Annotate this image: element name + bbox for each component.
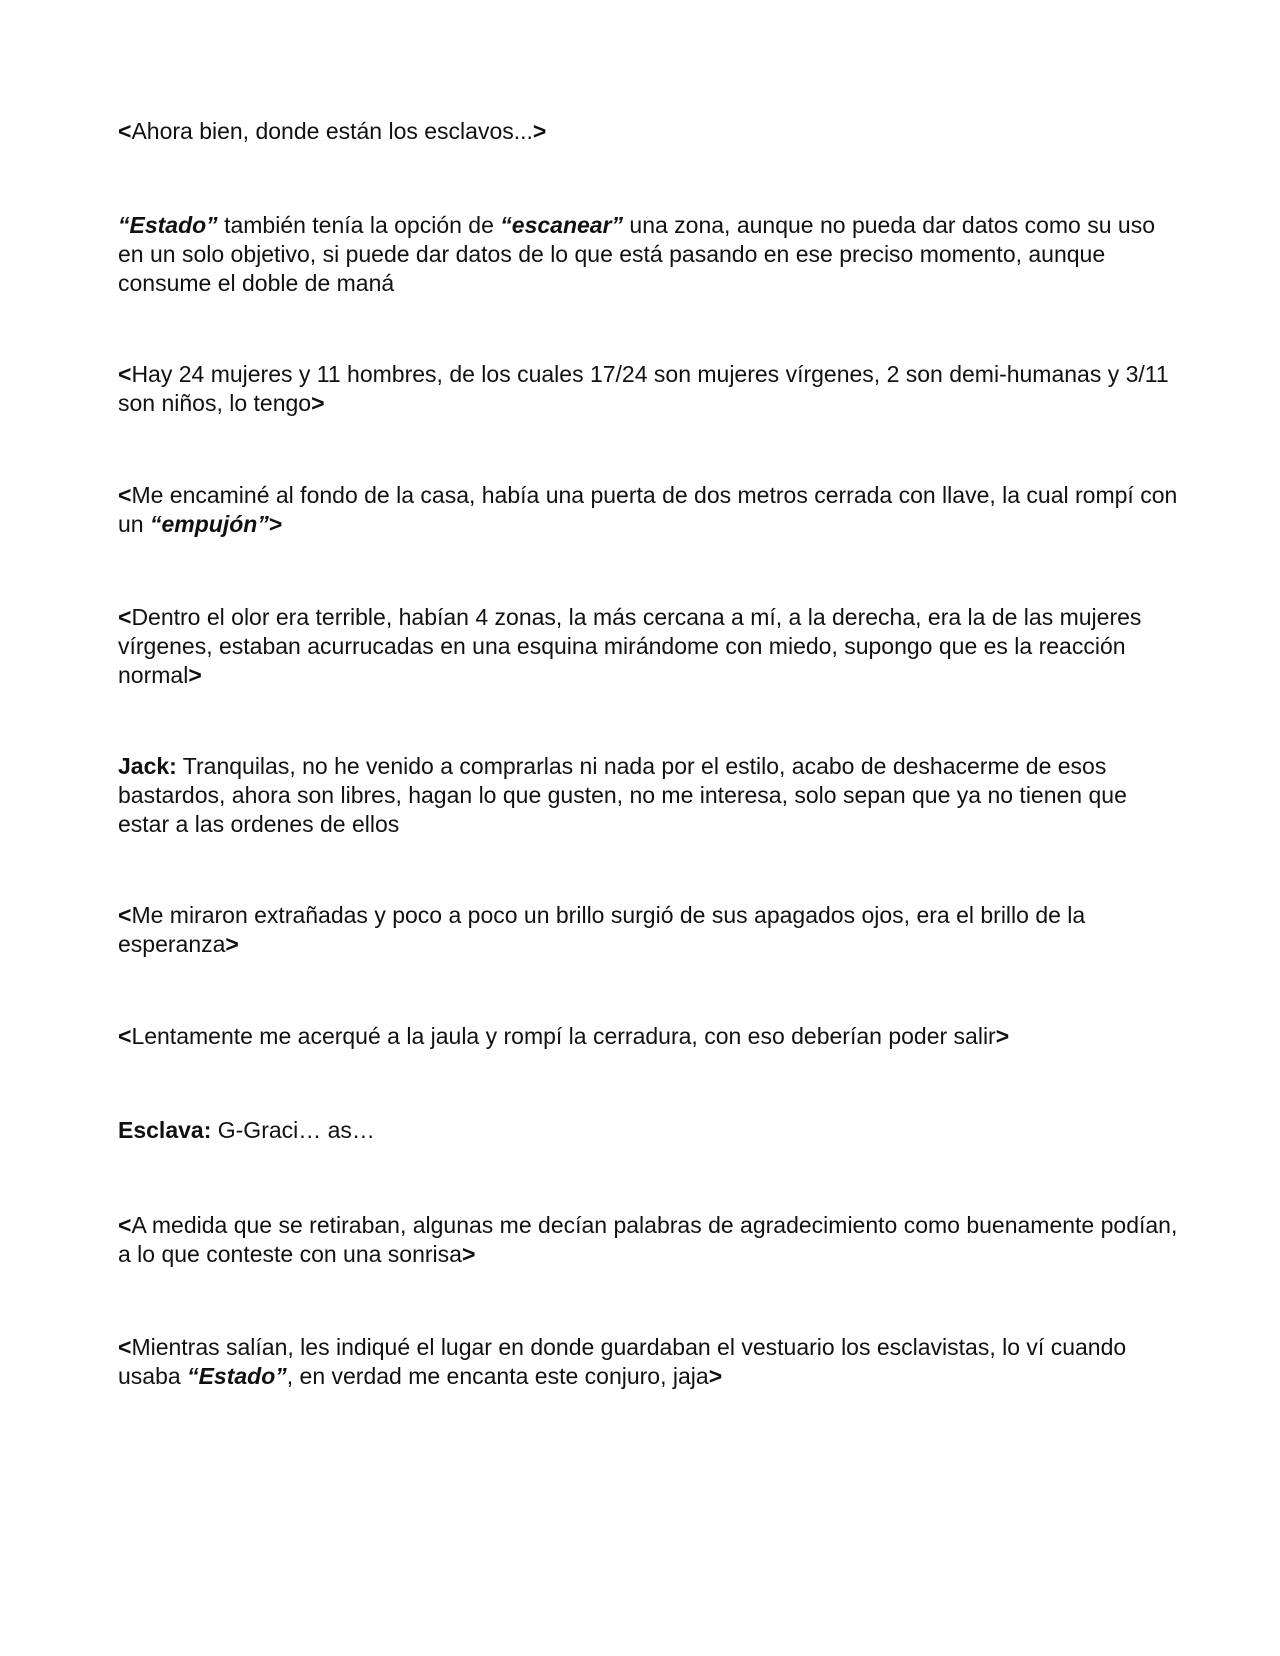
paragraph-10 bbox=[118, 1211, 1180, 1269]
term-estado: “Estado” bbox=[118, 212, 218, 238]
angle-close: > bbox=[311, 390, 325, 416]
paragraph-text: A medida que se retiraban, algunas me decían palabras de agradecimiento como buenamente podían, a lo que conteste con una sonrisa bbox=[118, 1212, 1178, 1267]
angle-open: < bbox=[118, 1334, 132, 1360]
angle-close: > bbox=[995, 1023, 1010, 1049]
speaker-jack: Jack: bbox=[118, 753, 177, 779]
paragraph-8 bbox=[118, 1022, 1180, 1051]
paragraph-5 bbox=[118, 603, 1180, 690]
angle-close: > bbox=[225, 931, 239, 957]
angle-close: > bbox=[532, 118, 547, 144]
paragraph-text: G-Graci… as… bbox=[211, 1117, 375, 1143]
angle-close: > bbox=[461, 1241, 476, 1267]
angle-open: < bbox=[118, 482, 132, 508]
speaker-esclava: Esclava: bbox=[118, 1117, 212, 1143]
paragraph-text: Lentamente me acerqué a la jaula y rompí la cerradura, con eso deberían poder salir bbox=[131, 1023, 996, 1049]
term-escanear: “escanear” bbox=[500, 212, 624, 238]
paragraph-text: también tenía la opción de bbox=[217, 212, 501, 238]
paragraph-1 bbox=[118, 117, 1180, 146]
angle-close: > bbox=[188, 662, 202, 688]
paragraph-2 bbox=[118, 211, 1180, 298]
paragraph-text: Tranquilas, no he venido a comprarlas ni nada por el estilo, acabo de deshacerme de esos bastardos, ahora son libres, hagan lo que gusten, no me interesa, solo sepan que ya no tienen que estar a las ordenes de ellos bbox=[118, 753, 1127, 837]
angle-open: < bbox=[118, 118, 132, 144]
paragraph-text: Dentro el olor era terrible, habían 4 zonas, la más cercana a mí, a la derecha, era la de las mujeres vírgenes, estaban acurrucadas en una esquina mirándome con miedo, supongo que es la reacción normal bbox=[118, 604, 1142, 688]
paragraph-4 bbox=[118, 481, 1180, 539]
paragraph-text: Hay 24 mujeres y 11 hombres, de los cuales 17/24 son mujeres vírgenes, 2 son demi-humanas y 3/11 son niños, lo tengo bbox=[118, 361, 1169, 416]
angle-close: > bbox=[268, 511, 283, 537]
angle-open: < bbox=[118, 1023, 132, 1049]
paragraph-7 bbox=[118, 901, 1180, 959]
paragraph-9 bbox=[118, 1116, 1180, 1145]
angle-open: < bbox=[118, 1212, 132, 1238]
term-empujon: “empujón” bbox=[149, 511, 269, 537]
paragraph-text: Mientras salían, les indiqué el lugar en donde guardaban el vestuario los esclavistas, lo ví cuando usaba bbox=[118, 1334, 1127, 1389]
angle-open: < bbox=[118, 902, 132, 928]
paragraph-text: Me encaminé al fondo de la casa, había una puerta de dos metros cerrada con llave, la cual rompí con un bbox=[118, 482, 1178, 537]
paragraph-3 bbox=[118, 360, 1180, 418]
angle-open: < bbox=[118, 604, 132, 630]
angle-open: < bbox=[118, 361, 132, 387]
paragraph-text: Me miraron extrañadas y poco a poco un brillo surgió de sus apagados ojos, era el brillo de la esperanza bbox=[118, 902, 1086, 957]
angle-close: > bbox=[708, 1363, 723, 1389]
paragraph-6 bbox=[118, 752, 1180, 839]
paragraph-text: , en verdad me encanta este conjuro, jaja bbox=[286, 1363, 709, 1389]
term-estado: “Estado” bbox=[187, 1363, 287, 1389]
paragraph-text: una zona, aunque no pueda dar datos como su uso en un solo objetivo, si puede dar datos de lo que está pasando en ese preciso momento, aunque consume el doble de maná bbox=[118, 212, 1155, 296]
paragraph-11 bbox=[118, 1333, 1180, 1391]
paragraph-text: Ahora bien, donde están los esclavos... bbox=[131, 118, 533, 144]
